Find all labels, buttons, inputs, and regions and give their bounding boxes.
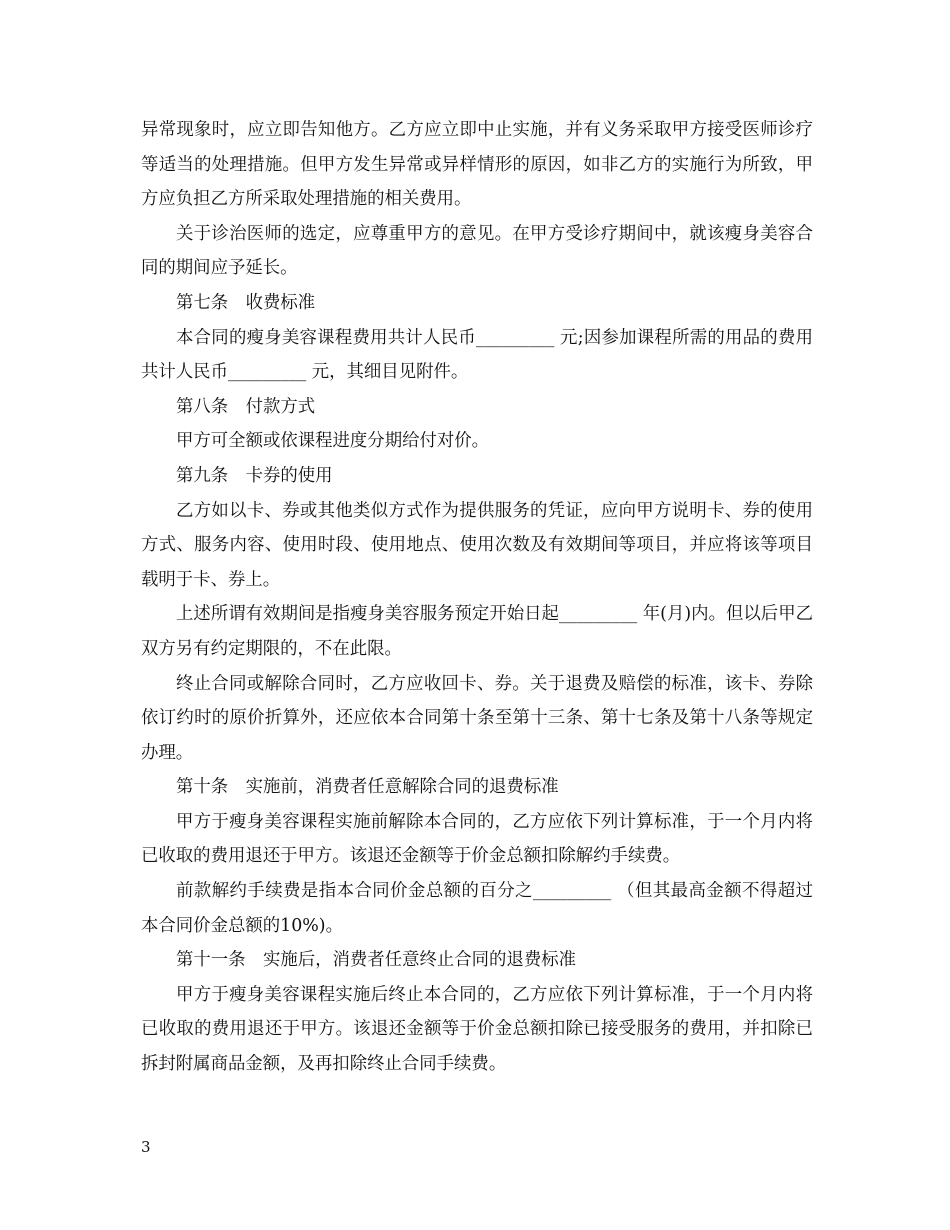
paragraph: 本合同的瘦身美容课程费用共计人民币_________ 元;因参加课程所需的用品的费用共计人民币_________ 元，其细目见附件。 — [141, 327, 813, 383]
paragraph: 甲方可全额或依课程进度分期给付对价。 — [176, 431, 490, 452]
section-heading: 第十一条 实施后，消费者任意终止合同的退费标准 — [176, 950, 576, 971]
document-body — [141, 113, 813, 1082]
paragraph: 前款解约手续费是指本合同价金总额的百分之_________ （但其最高金额不得超过本合同价金总额的10%)。 — [141, 881, 813, 936]
section-heading: 第九条 卡券的使用 — [176, 465, 333, 486]
paragraph: 甲方于瘦身美容课程实施前解除本合同的，乙方应依下列计算标准，于一个月内将已收取的费用退还于甲方。该退还金额等于价金总额扣除解约手续费。 — [141, 811, 813, 867]
paragraph: 终止合同或解除合同时，乙方应收回卡、券。关于退费及赔偿的标准，该卡、券除依订约时的原价折算外，还应依本合同第十条至第十三条、第十七条及第十八条等规定办理。 — [141, 673, 813, 763]
section-heading: 第七条 收费标准 — [176, 292, 316, 313]
paragraph: 关于诊治医师的选定，应尊重甲方的意见。在甲方受诊疗期间中，就该瘦身美容合同的期间应予延长。 — [141, 223, 813, 279]
page-number: 3 — [141, 1138, 151, 1156]
section-heading: 第八条 付款方式 — [176, 396, 316, 417]
paragraph: 异常现象时，应立即告知他方。乙方应立即中止实施，并有义务采取甲方接受医师诊疗等适当的处理措施。但甲方发生异常或异样情形的原因，如非乙方的实施行为所致，甲方应负担乙方所采取处理措施的相关费用。 — [141, 120, 813, 210]
paragraph: 乙方如以卡、券或其他类似方式作为提供服务的凭证，应向甲方说明卡、券的使用方式、服务内容、使用时段、使用地点、使用次数及有效期间等项目，并应将该等项目载明于卡、券上。 — [141, 500, 813, 590]
paragraph: 甲方于瘦身美容课程实施后终止本合同的，乙方应依下列计算标准，于一个月内将已收取的费用退还于甲方。该退还金额等于价金总额扣除已接受服务的费用，并扣除已拆封附属商品金额，及再扣除终止合同手续费。 — [141, 984, 813, 1075]
section-heading: 第十条 实施前，消费者任意解除合同的退费标准 — [176, 777, 559, 798]
paragraph: 上述所谓有效期间是指瘦身美容服务预定开始日起_________ 年(月)内。但以后甲乙双方另有约定期限的，不在此限。 — [141, 604, 813, 659]
